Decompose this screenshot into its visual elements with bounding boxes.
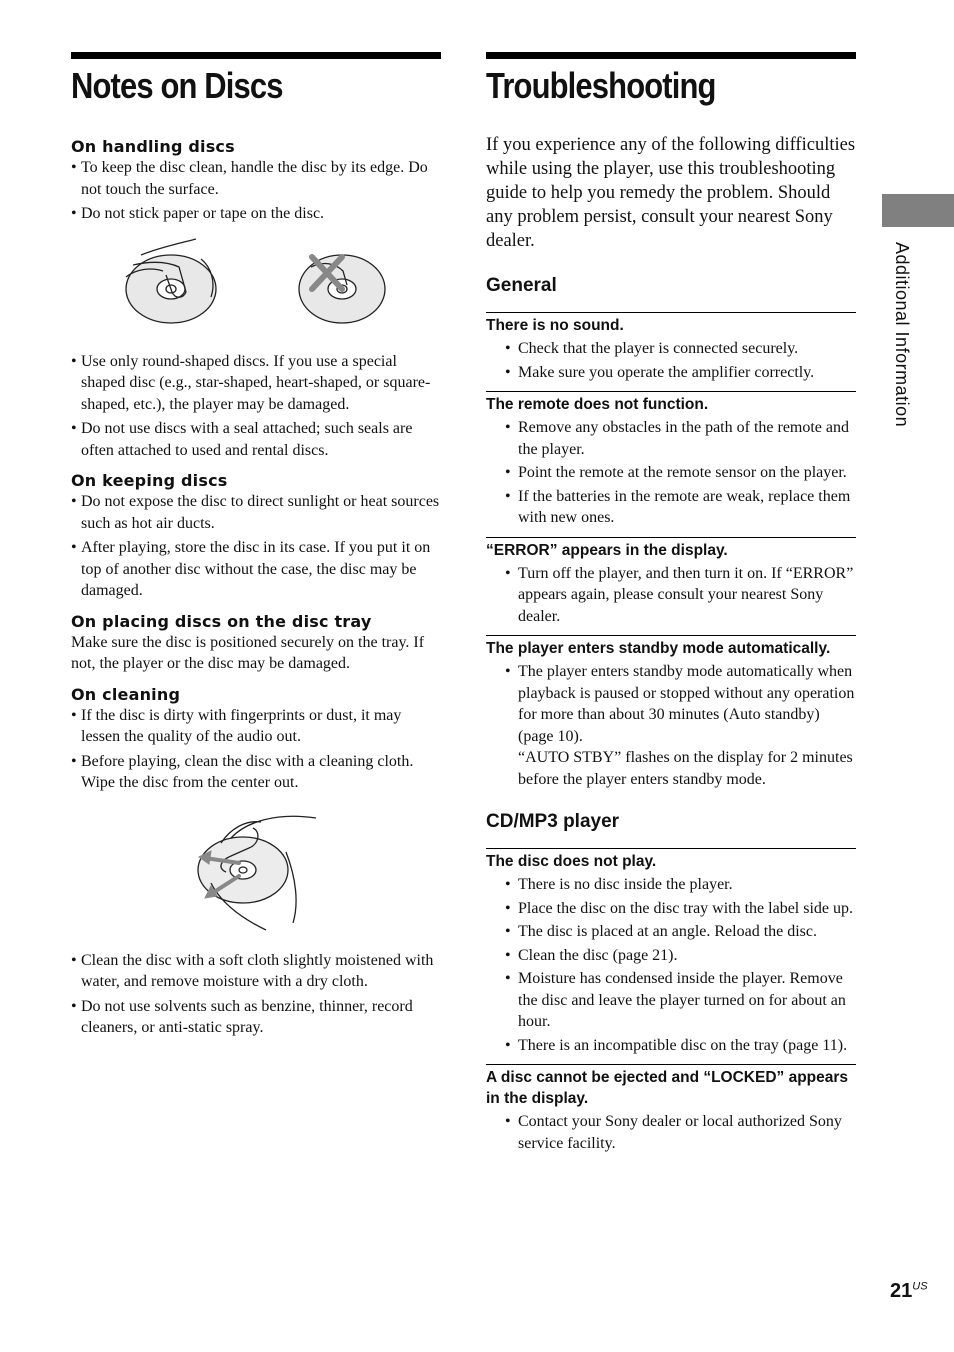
- section-heading-cdmp3: CD/MP3 player: [486, 811, 620, 832]
- list-item: • Do not use solvents such as benzine, thinner, record cleaners, or anti-static spray.: [71, 996, 441, 1039]
- list-item: • Use only round-shaped discs. If you use a special shaped disc (e.g., star-shaped, heart-shaped, or square-shaped, etc.), the player may be damaged.: [71, 351, 441, 416]
- handling-list: [71, 157, 441, 225]
- troubleshooting-column: [486, 52, 856, 1154]
- list-item: • Contact your Sony dealer or local authorized Sony service facility.: [486, 1111, 856, 1154]
- page-number-value: 21: [890, 1280, 913, 1302]
- troubleshooting-intro: If you experience any of the following difficulties while using the player, use this troubleshooting guide to help you remedy the problem. Should any problem persist, consult your nearest Sony dealer.: [486, 135, 856, 251]
- list-item: • The disc is placed at an angle. Reload the disc.: [486, 921, 856, 943]
- list-item: • Do not expose the disc to direct sunlight or heat sources such as hot air ducts.: [71, 491, 441, 534]
- section-heading-general: General: [486, 275, 557, 296]
- page-number: [890, 1280, 928, 1303]
- problem-block: [486, 848, 856, 1056]
- list-item: • Check that the player is connected securely.: [486, 338, 856, 360]
- list-item: • Place the disc on the disc tray with the label side up.: [486, 898, 856, 920]
- notes-on-discs-column: [71, 52, 441, 1039]
- section-tab-label: Additional Information: [892, 242, 912, 428]
- list-item: • Clean the disc with a soft cloth slightly moistened with water, and remove moisture with a dry cloth.: [71, 950, 441, 993]
- handling-list-2: [71, 351, 441, 462]
- problem-block: [486, 635, 856, 790]
- problem-block: [486, 537, 856, 628]
- disc-handling-illustration: [71, 237, 441, 337]
- list-item: • Turn off the player, and then turn it on. If “ERROR” appears again, please consult your nearest Sony dealer.: [486, 563, 856, 628]
- problem-title: “ERROR” appears in the display.: [486, 537, 856, 561]
- section-tab-marker: [882, 194, 954, 227]
- solution-text: The player enters standby mode automatically when playback is paused or stopped without any operation for more than about 30 minutes (Auto standby) (page 10).: [518, 663, 855, 745]
- list-item: • Point the remote at the remote sensor on the player.: [486, 462, 856, 484]
- disc-cleaning-illustration: [71, 808, 441, 936]
- problem-block: [486, 312, 856, 383]
- placing-text: Make sure the disc is positioned securely on the tray. If not, the player or the disc may be damaged.: [71, 633, 425, 672]
- solution-list: [486, 1111, 856, 1154]
- problem-title: There is no sound.: [486, 312, 856, 336]
- list-item: [486, 661, 856, 790]
- list-item: • Clean the disc (page 21).: [486, 945, 856, 967]
- problem-title: A disc cannot be ejected and “LOCKED” appears in the display.: [486, 1064, 856, 1109]
- page-title-troubleshooting: Troubleshooting: [486, 65, 716, 106]
- list-item: • Moisture has condensed inside the player. Remove the disc and leave the player turned on for about an hour.: [486, 968, 856, 1033]
- problem-title: The remote does not function.: [486, 391, 856, 415]
- solution-list: [486, 874, 856, 1056]
- heading-keeping: On keeping discs: [71, 471, 228, 490]
- problem-block: [486, 391, 856, 529]
- heading-cleaning: On cleaning: [71, 684, 181, 704]
- problem-title: The player enters standby mode automatically.: [486, 635, 856, 659]
- list-item: • Remove any obstacles in the path of the remote and the player.: [486, 417, 856, 460]
- problem-block: [486, 1064, 856, 1154]
- heading-handling: On handling discs: [71, 137, 235, 156]
- list-item: • There is no disc inside the player.: [486, 874, 856, 896]
- list-item: • After playing, store the disc in its case. If you put it on top of another disc without the case, the disc may be damaged.: [71, 537, 441, 602]
- solution-list: [486, 563, 856, 628]
- list-item: • To keep the disc clean, handle the disc by its edge. Do not touch the surface.: [71, 157, 441, 200]
- list-item: • If the disc is dirty with fingerprints or dust, it may lessen the quality of the audio out.: [71, 705, 441, 748]
- heading-placing: On placing discs on the disc tray: [71, 611, 372, 631]
- page-title-notes: Notes on Discs: [71, 65, 283, 106]
- list-item: • Do not use discs with a seal attached; such seals are often attached to used and rental discs.: [71, 418, 441, 461]
- cleaning-list-2: [71, 950, 441, 1039]
- solution-note: “AUTO STBY” flashes on the display for 2 minutes before the player enters standby mode.: [518, 749, 853, 788]
- solution-list: [486, 661, 856, 790]
- problem-title: The disc does not play.: [486, 848, 856, 872]
- list-item: • Make sure you operate the amplifier correctly.: [486, 362, 856, 384]
- solution-list: [486, 417, 856, 529]
- list-item: • There is an incompatible disc on the tray (page 11).: [486, 1035, 856, 1057]
- list-item: • Before playing, clean the disc with a cleaning cloth. Wipe the disc from the center out.: [71, 751, 441, 794]
- cleaning-list: [71, 705, 441, 794]
- title-rule: [486, 52, 856, 59]
- title-rule: [71, 52, 441, 59]
- list-item: • If the batteries in the remote are weak, replace them with new ones.: [486, 486, 856, 529]
- keeping-list: [71, 491, 441, 602]
- solution-list: [486, 338, 856, 383]
- list-item: • Do not stick paper or tape on the disc.: [71, 203, 441, 225]
- page-number-suffix: US: [912, 1280, 928, 1293]
